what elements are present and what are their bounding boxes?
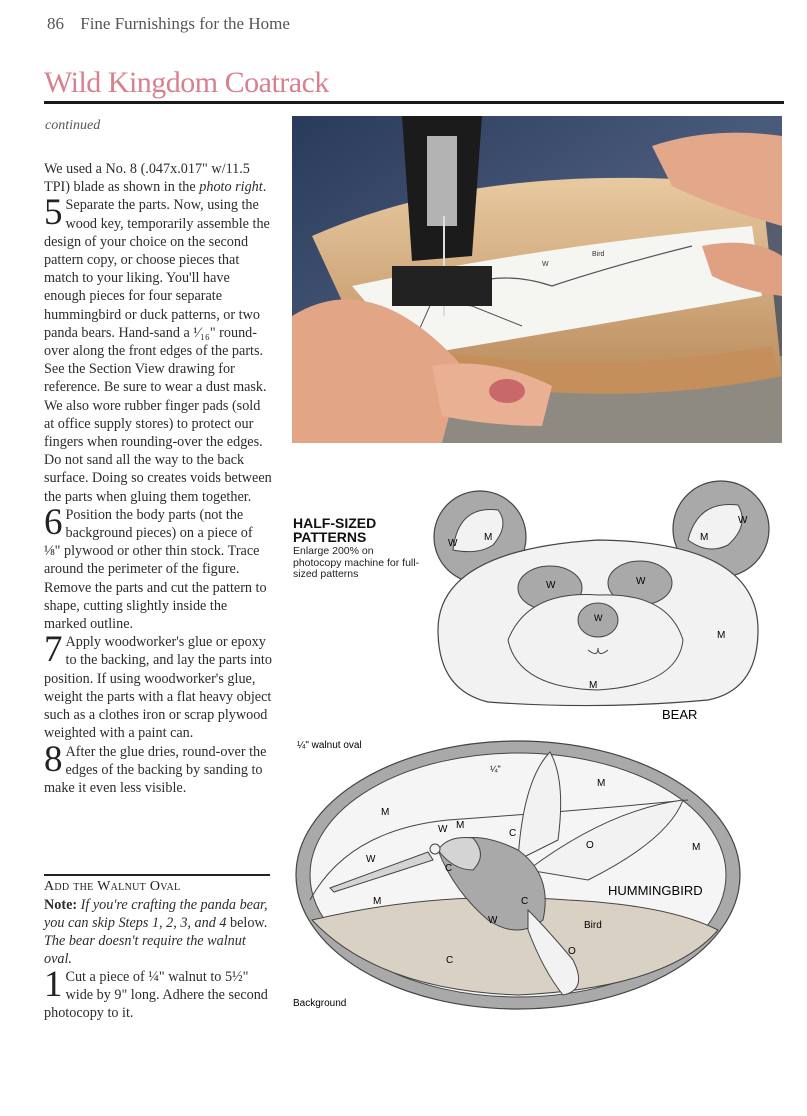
bird-label: Bird [584, 920, 602, 931]
step-number: 6 [44, 501, 63, 543]
svg-text:W: W [738, 515, 748, 526]
step-number: 1 [44, 964, 63, 1005]
svg-text:C: C [446, 955, 454, 966]
patterns-svg [288, 480, 798, 1020]
svg-text:W: W [488, 915, 498, 926]
step-number: 8 [44, 738, 63, 780]
svg-text:W: W [546, 580, 556, 591]
step-8 [44, 738, 272, 798]
body-column [44, 160, 272, 797]
photo-bird-text: Bird [592, 251, 605, 258]
svg-text:M: M [589, 680, 598, 691]
photo-w-text: W [542, 261, 549, 268]
bear-label: BEAR [662, 707, 698, 722]
svg-text:W: W [438, 824, 448, 835]
svg-text:M: M [381, 807, 390, 818]
step-number: 5 [44, 192, 63, 234]
walnut-oval-label: ¼" walnut oval [297, 740, 362, 751]
step-text: After the glue dries, round-over the edges of the backing by sanding to make it even less visible. [44, 743, 267, 796]
svg-text:C: C [445, 863, 453, 874]
step-text: Position the body parts (not the background pieces) on a piece of ⅛" plywood or other thin stock. Trace around the perimeter of the figure. Remove the parts and cut the pattern to shape, cutting slightly inside the marked outline. [44, 506, 267, 633]
sidebar-rule [44, 874, 270, 876]
svg-text:M: M [700, 532, 709, 543]
hummingbird-label: HUMMINGBIRD [608, 883, 703, 898]
step-text: Separate the parts. Now, using the wood key, temporarily assemble the design of your choice on the second pattern copy, or choose pieces that match to your liking. You'll have enough pieces for four separate hummingbird or duck patterns, or two panda bears. Hand-sand a ¹⁄₁₆" round-over along the front edges of the parts. See the Section View drawing for reference. Be sure to wear a dust mask. We also wore rubber finger pads (sold at office supply stores) to protect our fingers when rounding-over the edges. Do not sand all the way to the back surface. Doing so creates voids between the parts when gluing them together. [44, 197, 272, 505]
step-5 [44, 192, 272, 505]
svg-text:W: W [636, 576, 646, 587]
svg-text:W: W [594, 613, 603, 623]
patterns-title: HALF-SIZED PATTERNS [293, 515, 377, 545]
step-6 [44, 501, 272, 633]
quarter-inch-label: ¼" [490, 764, 501, 774]
photo-illustration [292, 116, 782, 443]
svg-text:C: C [521, 896, 529, 907]
half-sized-patterns-figure [288, 480, 798, 1020]
svg-text:M: M [373, 896, 382, 907]
background-label: Background [293, 998, 347, 1009]
continued-label: continued [45, 118, 101, 133]
step-text: Apply woodworker's glue or epoxy to the backing, and lay the parts into position. If using woodworker's glue, weight the parts with a flat heavy object such as a clothes iron or scrap plywood weighted with a paint can. [44, 634, 272, 742]
walnut-oval-section [44, 878, 272, 1022]
hummingbird-pattern [293, 739, 740, 1009]
svg-text:M: M [597, 778, 606, 789]
step-text: Cut a piece of ¼" walnut to 5½" wide by 9" long. Adhere the second photocopy to it. [44, 969, 268, 1021]
svg-text:M: M [456, 820, 465, 831]
note: Note: If you're crafting the panda bear, you can skip Steps 1, 2, 3, and 4 below. The bear doesn't require the walnut oval. [44, 897, 268, 967]
patterns-subtitle: Enlarge 200% on photocopy machine for full-sized patterns [293, 545, 420, 580]
step-7 [44, 629, 272, 742]
svg-text:M: M [717, 630, 726, 641]
scrollsaw-photo [292, 116, 782, 443]
bear-pattern [434, 481, 769, 722]
hummingbird-eye [430, 844, 440, 854]
title-rule [44, 101, 784, 104]
intro-paragraph: We used a No. 8 (.047x.017" w/11.5 TPI) blade as shown in the photo right. [44, 161, 267, 196]
oval-step-1 [44, 964, 272, 1022]
page-number: 86 [47, 14, 64, 33]
svg-text:O: O [568, 946, 576, 957]
svg-text:O: O [586, 840, 594, 851]
section-heading: Add the Walnut Oval [44, 879, 181, 894]
svg-text:C: C [509, 828, 517, 839]
svg-text:M: M [484, 532, 493, 543]
svg-text:M: M [692, 842, 701, 853]
running-title: Fine Furnishings for the Home [80, 14, 290, 33]
running-header [47, 14, 290, 34]
page-title: Wild Kingdom Coatrack [44, 66, 329, 99]
svg-text:W: W [448, 538, 458, 549]
svg-text:W: W [366, 854, 376, 865]
step-number: 7 [44, 629, 63, 671]
